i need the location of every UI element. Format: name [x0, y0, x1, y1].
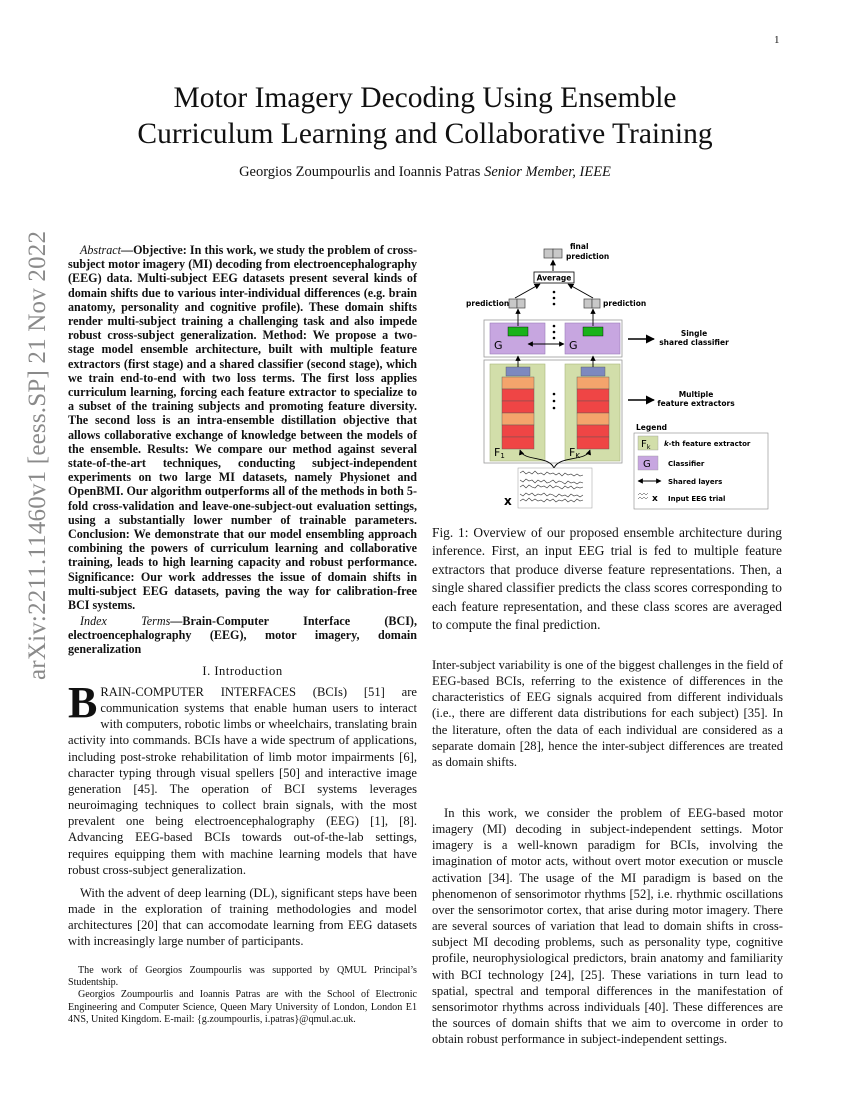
section-heading: I. Introduction	[202, 664, 283, 678]
footnote-funding: The work of Georgios Zoumpourlis was supported by QMUL Principal’s Studentship.	[68, 965, 417, 989]
prediction-left-label: prediction	[466, 299, 510, 308]
prediction-right-icon	[584, 299, 600, 308]
drop-cap: B	[68, 678, 98, 727]
extractor-fk-layers	[577, 367, 609, 449]
g-right-label: G	[569, 339, 578, 352]
average-label: Average	[536, 273, 572, 283]
prediction-right-label: prediction	[603, 299, 647, 308]
title-line-2: Curriculum Learning and Collaborative Training	[137, 118, 713, 150]
right-paragraph-1: Inter-subject variability is one of the biggest challenges in the field of EEG-based BCIs, referring to the existence of differences in the characteristics of EEG signals acquired from different individuals (i.e., there are different data distributions for each subject) [35]. In the literature, often the data of each individual are considered as a separate domain [28], hence the inter-subject differences are treated as domain shifts.	[432, 658, 783, 769]
figure-caption: Fig. 1: Overview of our proposed ensemble architecture during inference. First, an input EEG trial is fed to multiple feature extractors that produce diverse feature representations. Then, a single shared classifier predicts the class scores corresponding to each feature representation, and these class scores are averaged to compute the final prediction.	[432, 525, 782, 633]
f1-label: F1	[494, 446, 505, 460]
author-line	[60, 164, 790, 181]
legend-input-desc: Input EEG trial	[668, 495, 726, 503]
fk-label: FK	[569, 446, 580, 460]
prediction-left-icon	[509, 299, 525, 308]
abstract-text: Objective: In this work, we study the problem of cross-subject motor imagery (MI) decoding from electroencephalography (EEG) data. Multi-subject EEG datasets present several kinds of domain shifts due to various inter-individual differences (e.g. brain anatomy, personality and cognitive profile). These domain shifts render multi-subject training a challenging task and also impede robust cross-subject generalization. Method: We propose a two-stage model ensemble architecture, built with multiple feature extractors (first stage) and a shared classifier (second stage), which we train end-to-end with two loss terms. The first loss applies curriculum learning, forcing each feature extractor to specialize to a subset of the training subjects and promoting feature diversity. The second loss is an intra-ensemble distillation objective that allows collaborative exchange of knowledge between the models of the ensemble. Results: We compare our method against several state-of-the-art techniques, conducting subject-independent experiments on two large MI datasets, namely Physionet and OpenBMI. Our algorithm outperforms all of the methods in both 5-fold cross-validation and leave-one-subject-out evaluation settings, using a substantially lower number of trainable parameters. Conclusion: We demonstrate that our model ensembling approach combining the powers of curriculum learning and collaborative training, leads to high learning capacity and robust performance. Significance: Our work addresses the issue of domain shifts in multi-subject EEG datasets, paving the way for calibration-free BCI systems.	[68, 243, 417, 613]
page-number: 1	[774, 34, 780, 46]
author-names: Georgios Zoumpourlis and Ioannis Patras	[239, 164, 481, 180]
eeg-trial-icon	[518, 468, 592, 508]
footnote-affiliation: Georgios Zoumpourlis and Ioannis Patras are with the School of Electronic Engineering and Computer Science, Queen Mary University of London, London E1 4NS, United Kingdom. E-mail: {g.zoumpourlis, i.patras}@qmul.ac.uk.	[68, 989, 417, 1025]
g-left-label: G	[494, 339, 503, 352]
intro-paragraph-2: With the advent of deep learning (DL), significant steps have been made in the exploration of training methodologies and model architectures [20] that can accomodate learning from EEG datasets with increasingly large number of participants.	[68, 886, 417, 949]
final-label-2: prediction	[566, 252, 610, 261]
legend-fk-symbol: $F_k$	[641, 439, 651, 451]
intro-paragraph-1	[68, 678, 417, 878]
author-role: Senior Member, IEEE	[484, 164, 611, 180]
footnote	[68, 965, 417, 1026]
index-terms: Index Terms—Brain-Computer Interface (BCI), electroencephalography (EEG), motor imagery, domain generalization	[68, 614, 417, 657]
legend-g-desc: Classifier	[668, 460, 705, 468]
single-label-2: shared classifier	[659, 338, 729, 347]
legend-title: Legend	[636, 423, 668, 432]
title-line-1: Motor Imagery Decoding Using Ensemble	[173, 82, 677, 114]
final-label-1: final	[570, 242, 589, 251]
index-terms-label: Index Terms	[80, 614, 171, 628]
final-prediction-icon	[544, 249, 562, 258]
ensemble-dots-top	[553, 291, 556, 306]
legend-g-symbol: G	[643, 459, 651, 470]
abstract-label: Abstract	[80, 243, 121, 257]
legend-x-symbol: x	[652, 494, 658, 504]
paper-title	[60, 80, 790, 152]
intro-text-1: RAIN-COMPUTER INTERFACES (BCIs) [51] are communication systems that enable human users to interact with computers, robotic limbs or wheelchairs, translating brain activity into commands. BCIs have a wide spectrum of applications, including post-stroke rehabilitation of limb motor impairments [6], character typing through visual spellers [50] and interactive image generation [45]. The operation of BCI systems leverages neuroimaging techniques to collect brain signals, with the most prevalent one being electroencephalography (EEG) [1], [8]. Advancing EEG-based BCIs towards out-of-the-lab settings, requires equipping them with machine learning models that have robust cross-subject generalization.	[68, 685, 417, 877]
legend-fk-desc: k-th feature extractor	[664, 440, 751, 448]
multiple-label-1: Multiple	[678, 390, 714, 399]
right-paragraph-2: In this work, we consider the problem of EEG-based motor imagery (MI) decoding in subject-independent settings. Motor imagery is a well-known paradigm for BCIs, involving the imagination of motor acts, without overt motor execution or muscle activation [34]. The usage of the MI paradigm is based on the phenomenon of sensorimotor rhythms [52], i.e. rhythmic oscillations over the sensorimotor cortex, that arise during motor imagery. There are several sources of variation that lead to domain shifts in cross-subject MI decoding problems, such as personality type, cognitive profile, neurophysiological predictors, brain anatomy and familiarity with BCI technology [24], [25]. These variations in turn lead to spatial, spectral and temporal differences in the manifestation of sensorimotor rhythms across individuals [40]. These differences are the sources of domain shifts that we aim to overcome in order to obtain robust performance in subject-independent settings.	[432, 806, 783, 1047]
extractor-f1-layers	[502, 367, 534, 449]
legend	[634, 423, 768, 509]
legend-shared-desc: Shared layers	[668, 478, 723, 486]
multiple-label-2: feature extractors	[657, 399, 735, 408]
abstract: Abstract—Objective: In this work, we study the problem of cross-subject motor imagery (MI) decoding from electroencephalography (EEG) data. Multi-subject EEG datasets present several kinds of domain shifts due to various inter-individual differences (e.g. brain anatomy, personality and cognitive profile). These domain shifts render multi-subject training a challenging task and also impede robust cross-subject generalization. Method: We propose a two-stage model ensemble architecture, built with multiple feature extractors (first stage) and a shared classifier (second stage), which we train end-to-end with two loss terms. The first loss applies curriculum learning, forcing each feature extractor to specialize to a subset of the training subjects and promoting feature diversity. The second loss is an intra-ensemble distillation objective that allows collaborative exchange of knowledge between the models of the ensemble. Results: We compare our method against several state-of-the-art techniques, conducting subject-independent experiments on two large MI datasets, namely Physionet and OpenBMI. Our algorithm outperforms all of the methods in both 5-fold cross-validation and leave-one-subject-out evaluation settings, using a substantially lower number of trainable parameters. Conclusion: We demonstrate that our model ensembling approach combining the powers of curriculum learning and collaborative training, leads to high learning capacity and robust performance. Significance: Our work addresses the issue of domain shifts in multi-subject EEG datasets, paving the way for calibration-free BCI systems.	[68, 243, 417, 613]
single-label-1: Single	[680, 329, 708, 338]
arxiv-stamp: arXiv:2211.11460v1 [eess.SP] 21 Nov 2022	[24, 230, 51, 680]
figure-architecture	[458, 240, 798, 512]
index-terms-text: Brain-Computer Interface (BCI), electroencephalography (EEG), motor imagery, domain generalization	[68, 614, 417, 657]
x-label: x	[504, 494, 512, 508]
